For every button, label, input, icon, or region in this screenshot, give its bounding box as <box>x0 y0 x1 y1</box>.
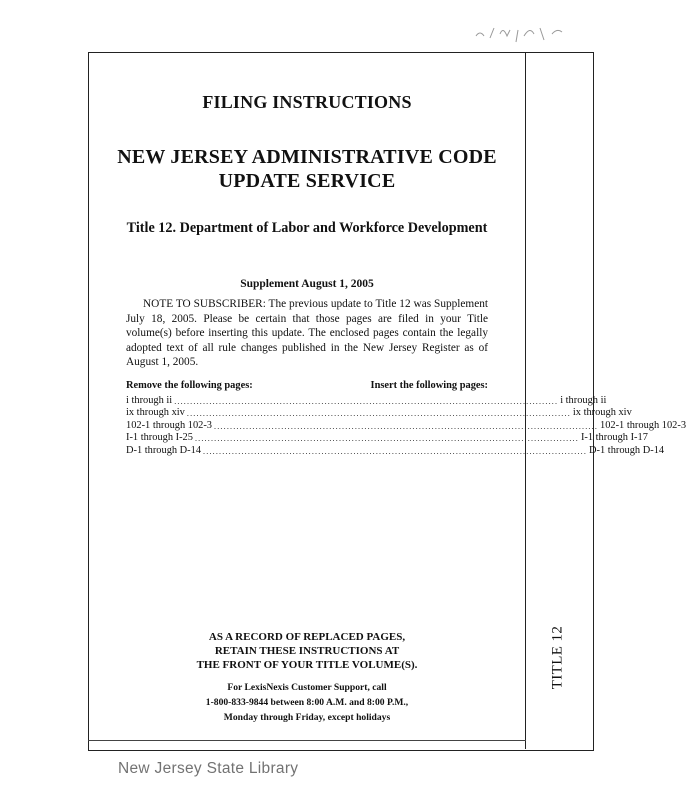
support-line: 1-800-833-9844 between 8:00 A.M. and 8:00 P.M., <box>205 697 409 708</box>
leader-dots: ........................................................................................................................ <box>174 396 559 406</box>
library-stamp: New Jersey State Library <box>118 760 299 777</box>
insert-pages: 102-1 through 102-3 <box>600 419 686 431</box>
page-replacement-table <box>126 380 686 456</box>
leader-dots: ........................................................................................................................ <box>186 409 571 418</box>
table-row <box>126 418 686 431</box>
insert-pages: ix through xiv <box>572 407 632 418</box>
insert-pages: D-1 through D-14 <box>589 444 665 456</box>
table-row <box>126 443 665 456</box>
title-side-tab <box>528 615 588 700</box>
bottom-rule <box>88 740 526 741</box>
title-line: Title 12. Department of Labor and Workforce Development <box>126 220 488 236</box>
remove-pages: i through ii <box>126 394 173 406</box>
table-row <box>126 431 648 444</box>
remove-pages: ix through xiv <box>126 407 185 418</box>
retain-line: AS A RECORD OF REPLACED PAGES, <box>208 631 406 643</box>
code-title-line-2: UPDATE SERVICE <box>218 170 396 192</box>
insert-pages: i through ii <box>560 394 607 406</box>
handwritten-mark <box>468 18 578 48</box>
table-row <box>126 393 607 406</box>
customer-support-info <box>88 680 526 725</box>
remove-pages: 102-1 through 102-3 <box>126 419 213 431</box>
note-to-subscriber: NOTE TO SUBSCRIBER: The previous update to Title 12 was Supplement July 18, 2005. Please be certain that those pages are filed in your Title volume(s) before inserting this update. The enclosed pages contain the legally adopted text of all rule changes published in the New Jersey Register as of August 1, 2005. <box>126 298 488 369</box>
supplement-date: Supplement August 1, 2005 <box>240 278 374 290</box>
insert-pages: I-1 through I-17 <box>580 432 648 443</box>
table-row <box>126 406 632 419</box>
remove-header: Remove the following pages: <box>126 380 253 391</box>
retain-instructions <box>88 630 526 672</box>
filing-instructions-heading: FILING INSTRUCTIONS <box>202 92 412 112</box>
leader-dots: ........................................................................................................................ <box>214 421 599 431</box>
remove-pages: I-1 through I-25 <box>126 432 193 443</box>
leader-dots: ........................................................................................................................ <box>203 446 588 456</box>
retain-line: THE FRONT OF YOUR TITLE VOLUME(S). <box>196 659 418 671</box>
insert-header: Insert the following pages: <box>370 380 488 391</box>
code-title-line-1: NEW JERSEY ADMINISTRATIVE CODE <box>117 146 497 168</box>
support-line: For LexisNexis Customer Support, call <box>227 682 387 693</box>
retain-line: RETAIN THESE INSTRUCTIONS AT <box>214 645 400 657</box>
side-tab-label: TITLE 12 <box>549 625 566 690</box>
remove-pages: D-1 through D-14 <box>126 444 202 456</box>
table-header <box>126 380 488 393</box>
support-line: Monday through Friday, except holidays <box>223 712 391 723</box>
leader-dots: ........................................................................................................................ <box>194 434 579 443</box>
